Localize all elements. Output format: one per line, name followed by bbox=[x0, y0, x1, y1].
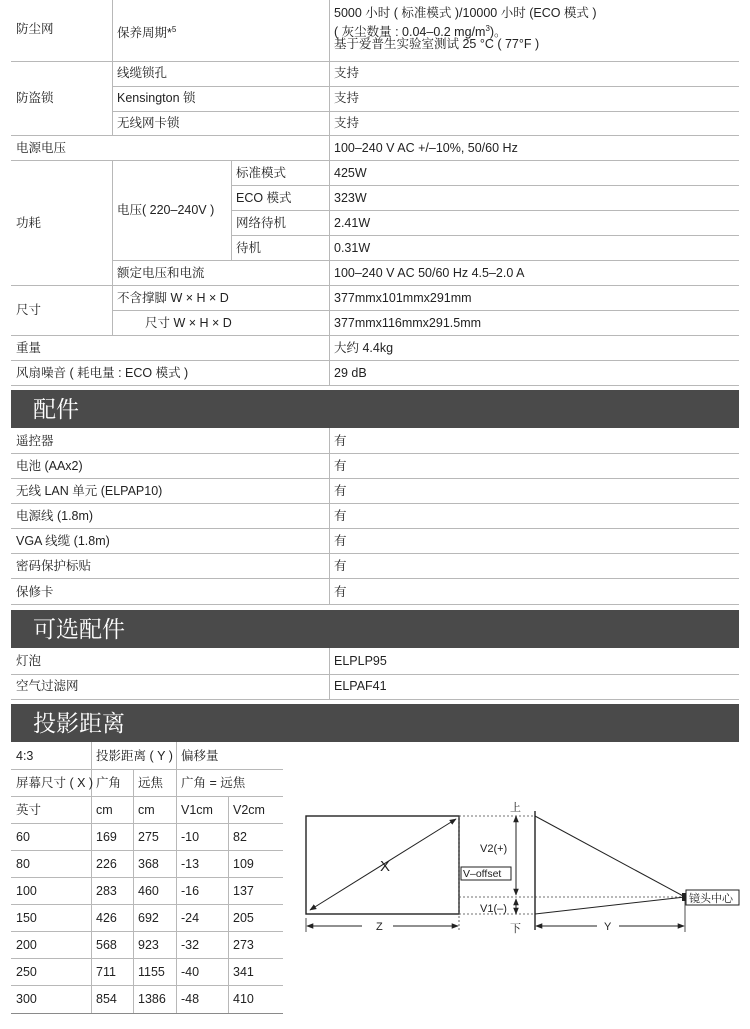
table-cell-tele: 460 bbox=[138, 884, 159, 898]
table-cell-v2: 273 bbox=[233, 938, 254, 952]
dust-filter-value-line1: 5000 小时 ( 标准模式 )/10000 小时 (ECO 模式 ) bbox=[334, 6, 597, 20]
table-cell-wide: 711 bbox=[96, 965, 116, 979]
fan-noise-label: 风扇噪音 ( 耗电量 : ECO 模式 ) bbox=[16, 366, 189, 380]
dimension-item: 不含撑脚 W × H × D bbox=[117, 291, 229, 305]
accessory-item: 保修卡 bbox=[16, 585, 54, 599]
table-cell-tele: 1386 bbox=[138, 992, 166, 1006]
table-cell-v2: 341 bbox=[233, 965, 254, 979]
table-cell-wide: 283 bbox=[96, 884, 117, 898]
tele-header: 远焦 bbox=[138, 776, 164, 790]
v1-header: V1cm bbox=[181, 803, 213, 817]
table-cell-v2: 205 bbox=[233, 911, 254, 925]
table-cell-v1: -48 bbox=[181, 992, 200, 1006]
table-cell-inch: 150 bbox=[16, 911, 37, 925]
accessory-item: VGA 线缆 (1.8m) bbox=[16, 534, 110, 548]
weight-value: 大约 4.4kg bbox=[334, 341, 394, 355]
table-cell-v1: -24 bbox=[181, 911, 200, 925]
power-mode: 待机 bbox=[236, 241, 262, 255]
accessory-item: 无线 LAN 单元 (ELPAP10) bbox=[16, 484, 163, 498]
dust-filter-value-line3: 基于爱普生实验室测试 25 °C ( 77°F ) bbox=[334, 37, 540, 51]
power-mode: 标准模式 bbox=[236, 166, 287, 180]
cm-header: cm bbox=[138, 803, 155, 817]
rated-label: 额定电压和电流 bbox=[117, 266, 205, 280]
diagram-v2-label: V2(+) bbox=[480, 843, 508, 855]
power-voltage-value: 100–240 V AC +/–10%, 50/60 Hz bbox=[334, 141, 518, 155]
v2-header: V2cm bbox=[233, 803, 265, 817]
diagram-v1-label: V1(–) bbox=[480, 903, 507, 915]
diagram-lens-label: 镜头中心 bbox=[689, 892, 733, 905]
table-cell-inch: 80 bbox=[16, 857, 30, 871]
weight-label: 重量 bbox=[16, 341, 42, 355]
table-cell-v1: -10 bbox=[181, 830, 200, 844]
optional-banner bbox=[11, 610, 739, 648]
table-cell-tele: 1155 bbox=[138, 965, 165, 979]
accessory-value: 有 bbox=[334, 484, 347, 498]
dimensions-label: 尺寸 bbox=[16, 303, 42, 317]
accessory-value: 有 bbox=[334, 585, 347, 599]
diagram-voffset-label: V–offset bbox=[463, 868, 502, 880]
table-cell-wide: 568 bbox=[96, 938, 117, 952]
diagram-x-label: X bbox=[380, 858, 391, 875]
diagram-bottom-label: 下 bbox=[510, 922, 521, 935]
table-cell-inch: 200 bbox=[16, 938, 37, 952]
projection-title: 投影距离 bbox=[33, 710, 125, 736]
optional-value: ELPLP95 bbox=[334, 654, 387, 668]
optional-item: 灯泡 bbox=[16, 654, 42, 668]
table-cell-v1: -16 bbox=[181, 884, 200, 898]
accessories-title: 配件 bbox=[33, 396, 79, 422]
power-mode-value: 2.41W bbox=[334, 216, 371, 230]
table-cell-inch: 300 bbox=[16, 992, 37, 1006]
fan-noise-value: 29 dB bbox=[334, 366, 367, 380]
table-cell-wide: 426 bbox=[96, 911, 117, 925]
accessory-item: 遥控器 bbox=[16, 434, 54, 448]
power-mode-value: 0.31W bbox=[334, 241, 371, 255]
table-cell-inch: 250 bbox=[16, 965, 37, 979]
security-item: Kensington 锁 bbox=[117, 91, 196, 105]
accessory-item: 电源线 (1.8m) bbox=[16, 509, 94, 523]
cm-header: cm bbox=[96, 803, 113, 817]
table-cell-wide: 169 bbox=[96, 830, 117, 844]
diagram-y-label: Y bbox=[604, 921, 612, 933]
security-label: 防盗锁 bbox=[16, 91, 54, 105]
projection-diagram bbox=[290, 795, 745, 945]
screen-size-header: 屏幕尺寸 ( X ) bbox=[16, 776, 94, 790]
table-cell-tele: 275 bbox=[138, 830, 159, 844]
diagram-z-label: Z bbox=[376, 921, 383, 933]
table-cell-wide: 226 bbox=[96, 857, 117, 871]
power-mode-value: 323W bbox=[334, 191, 367, 205]
power-consumption-label: 功耗 bbox=[16, 216, 42, 230]
accessory-value: 有 bbox=[334, 559, 347, 573]
table-cell-inch: 60 bbox=[16, 830, 30, 844]
security-value: 支持 bbox=[334, 91, 360, 105]
table-cell-v1: -32 bbox=[181, 938, 200, 952]
accessory-item: 密码保护标贴 bbox=[16, 559, 92, 573]
voltage-range-label: 电压( 220–240V ) bbox=[117, 203, 215, 217]
maintenance-period-label: 保养周期*$^5$ bbox=[117, 25, 177, 41]
power-voltage-label: 电源电压 bbox=[16, 141, 67, 155]
table-cell-tele: 368 bbox=[138, 857, 159, 871]
optional-value: ELPAF41 bbox=[334, 679, 387, 693]
optional-title: 可选配件 bbox=[33, 616, 125, 642]
accessory-value: 有 bbox=[334, 509, 347, 523]
table-cell-v2: 82 bbox=[233, 830, 247, 844]
table-cell-tele: 692 bbox=[138, 911, 159, 925]
table-cell-v2: 109 bbox=[233, 857, 254, 871]
security-item: 线缆锁孔 bbox=[117, 66, 168, 80]
projection-banner bbox=[11, 704, 739, 742]
accessories-banner bbox=[11, 390, 739, 428]
dust-filter-value-line2: ( 灰尘数量 : 0.04–0.2 $mg/m^3$)。 bbox=[334, 24, 507, 40]
accessory-value: 有 bbox=[334, 459, 347, 473]
table-cell-wide: 854 bbox=[96, 992, 117, 1006]
offset-header: 偏移量 bbox=[181, 749, 219, 763]
table-cell-tele: 923 bbox=[138, 938, 159, 952]
wide-header: 广角 bbox=[96, 776, 122, 790]
table-cell-inch: 100 bbox=[16, 884, 37, 898]
rated-value: 100–240 V AC 50/60 Hz 4.5–2.0 A bbox=[334, 266, 525, 280]
accessory-value: 有 bbox=[334, 434, 347, 448]
security-item: 无线网卡锁 bbox=[117, 116, 180, 130]
power-mode-value: 425W bbox=[334, 166, 367, 180]
accessory-value: 有 bbox=[334, 534, 347, 548]
security-value: 支持 bbox=[334, 66, 360, 80]
inch-header: 英寸 bbox=[16, 803, 42, 817]
table-cell-v1: -40 bbox=[181, 965, 200, 979]
dimension-item: 尺寸 W × H × D bbox=[145, 316, 232, 330]
wide-tele-header: 广角 = 远焦 bbox=[181, 776, 246, 790]
table-cell-v1: -13 bbox=[181, 857, 200, 871]
dust-filter-label: 防尘网 bbox=[16, 22, 54, 36]
accessory-item: 电池 (AAx2) bbox=[16, 459, 83, 473]
diagram-top-label: 上 bbox=[510, 801, 521, 814]
dimension-value: 377mmx101mmx291mm bbox=[334, 291, 472, 305]
lens-center-marker bbox=[682, 893, 686, 901]
optional-item: 空气过滤网 bbox=[16, 679, 79, 693]
power-mode: ECO 模式 bbox=[236, 191, 292, 205]
distance-header: 投影距离 ( Y ) bbox=[96, 749, 173, 763]
table-cell-v2: 137 bbox=[233, 884, 254, 898]
dimension-value: 377mmx116mmx291.5mm bbox=[334, 316, 482, 330]
table-cell-v2: 410 bbox=[233, 992, 254, 1006]
ratio-header: 4:3 bbox=[16, 749, 34, 763]
power-mode: 网络待机 bbox=[236, 216, 287, 230]
security-value: 支持 bbox=[334, 116, 360, 130]
